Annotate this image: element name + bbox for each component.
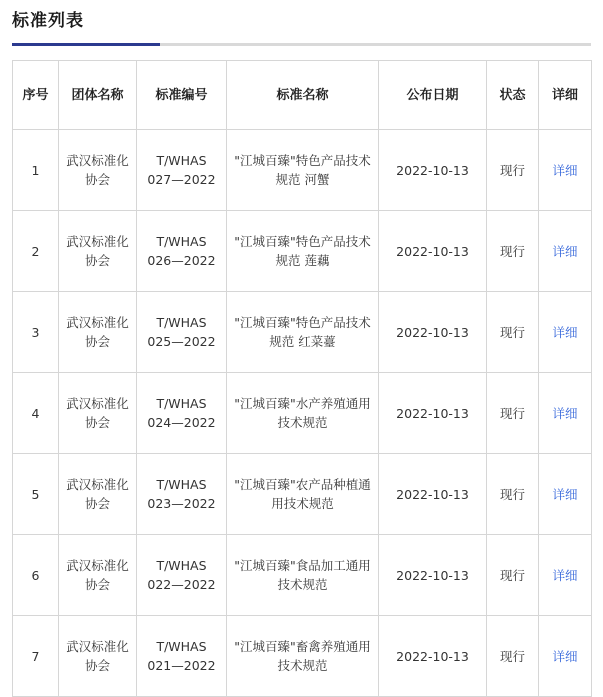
page-header-inner	[12, 10, 591, 46]
cell-index: 4	[13, 373, 59, 454]
column-header-code: 标准编号	[137, 61, 227, 130]
cell-name: "江城百臻"农产品种植通用技术规范	[227, 454, 379, 535]
cell-index: 2	[13, 211, 59, 292]
detail-link[interactable]: 详细	[552, 648, 578, 664]
detail-link[interactable]: 详细	[552, 486, 578, 502]
cell-status: 现行	[487, 292, 539, 373]
cell-date: 2022-10-13	[379, 373, 487, 454]
cell-status: 现行	[487, 616, 539, 697]
table-header	[13, 61, 592, 130]
cell-code: T/WHAS 023—2022	[137, 454, 227, 535]
cell-org: 武汉标准化协会	[59, 292, 137, 373]
column-header-name: 标准名称	[227, 61, 379, 130]
detail-link[interactable]: 详细	[552, 162, 578, 178]
cell-name: "江城百臻"特色产品技术规范 河蟹	[227, 130, 379, 211]
cell-status: 现行	[487, 535, 539, 616]
cell-date: 2022-10-13	[379, 454, 487, 535]
cell-code: T/WHAS 025—2022	[137, 292, 227, 373]
cell-status: 现行	[487, 130, 539, 211]
cell-code: T/WHAS 021—2022	[137, 616, 227, 697]
table-row	[13, 616, 592, 697]
column-header-date: 公布日期	[379, 61, 487, 130]
cell-status: 现行	[487, 373, 539, 454]
table-header-row	[13, 61, 592, 130]
detail-link[interactable]: 详细	[552, 567, 578, 583]
cell-org: 武汉标准化协会	[59, 130, 137, 211]
cell-code: T/WHAS 026—2022	[137, 211, 227, 292]
table-body	[13, 130, 592, 697]
cell-index: 7	[13, 616, 59, 697]
cell-detail	[539, 454, 592, 535]
cell-date: 2022-10-13	[379, 130, 487, 211]
cell-detail	[539, 373, 592, 454]
cell-org: 武汉标准化协会	[59, 373, 137, 454]
cell-detail	[539, 211, 592, 292]
cell-detail	[539, 535, 592, 616]
cell-name: "江城百臻"食品加工通用技术规范	[227, 535, 379, 616]
header-accent-bar	[12, 43, 160, 46]
column-header-index: 序号	[13, 61, 59, 130]
detail-link[interactable]: 详细	[552, 405, 578, 421]
column-header-detail: 详细	[539, 61, 592, 130]
cell-index: 6	[13, 535, 59, 616]
table-row	[13, 211, 592, 292]
cell-name: "江城百臻"特色产品技术规范 莲藕	[227, 211, 379, 292]
detail-link[interactable]: 详细	[552, 243, 578, 259]
cell-org: 武汉标准化协会	[59, 211, 137, 292]
cell-date: 2022-10-13	[379, 211, 487, 292]
table-row	[13, 535, 592, 616]
cell-date: 2022-10-13	[379, 616, 487, 697]
cell-status: 现行	[487, 211, 539, 292]
cell-index: 1	[13, 130, 59, 211]
cell-status: 现行	[487, 454, 539, 535]
cell-code: T/WHAS 027—2022	[137, 130, 227, 211]
standards-table-container	[0, 46, 603, 697]
cell-code: T/WHAS 022—2022	[137, 535, 227, 616]
table-row	[13, 292, 592, 373]
table-row	[13, 373, 592, 454]
column-header-status: 状态	[487, 61, 539, 130]
page-header	[0, 0, 603, 46]
page-title: 标准列表	[12, 11, 84, 31]
cell-name: "江城百臻"特色产品技术规范 红菜薹	[227, 292, 379, 373]
cell-org: 武汉标准化协会	[59, 535, 137, 616]
cell-index: 3	[13, 292, 59, 373]
column-header-org: 团体名称	[59, 61, 137, 130]
cell-date: 2022-10-13	[379, 535, 487, 616]
cell-org: 武汉标准化协会	[59, 454, 137, 535]
cell-detail	[539, 292, 592, 373]
cell-name: "江城百臻"畜禽养殖通用技术规范	[227, 616, 379, 697]
cell-index: 5	[13, 454, 59, 535]
table-row	[13, 454, 592, 535]
cell-detail	[539, 130, 592, 211]
cell-name: "江城百臻"水产养殖通用技术规范	[227, 373, 379, 454]
table-row	[13, 130, 592, 211]
standards-table	[12, 60, 592, 697]
detail-link[interactable]: 详细	[552, 324, 578, 340]
cell-org: 武汉标准化协会	[59, 616, 137, 697]
cell-detail	[539, 616, 592, 697]
cell-code: T/WHAS 024—2022	[137, 373, 227, 454]
cell-date: 2022-10-13	[379, 292, 487, 373]
